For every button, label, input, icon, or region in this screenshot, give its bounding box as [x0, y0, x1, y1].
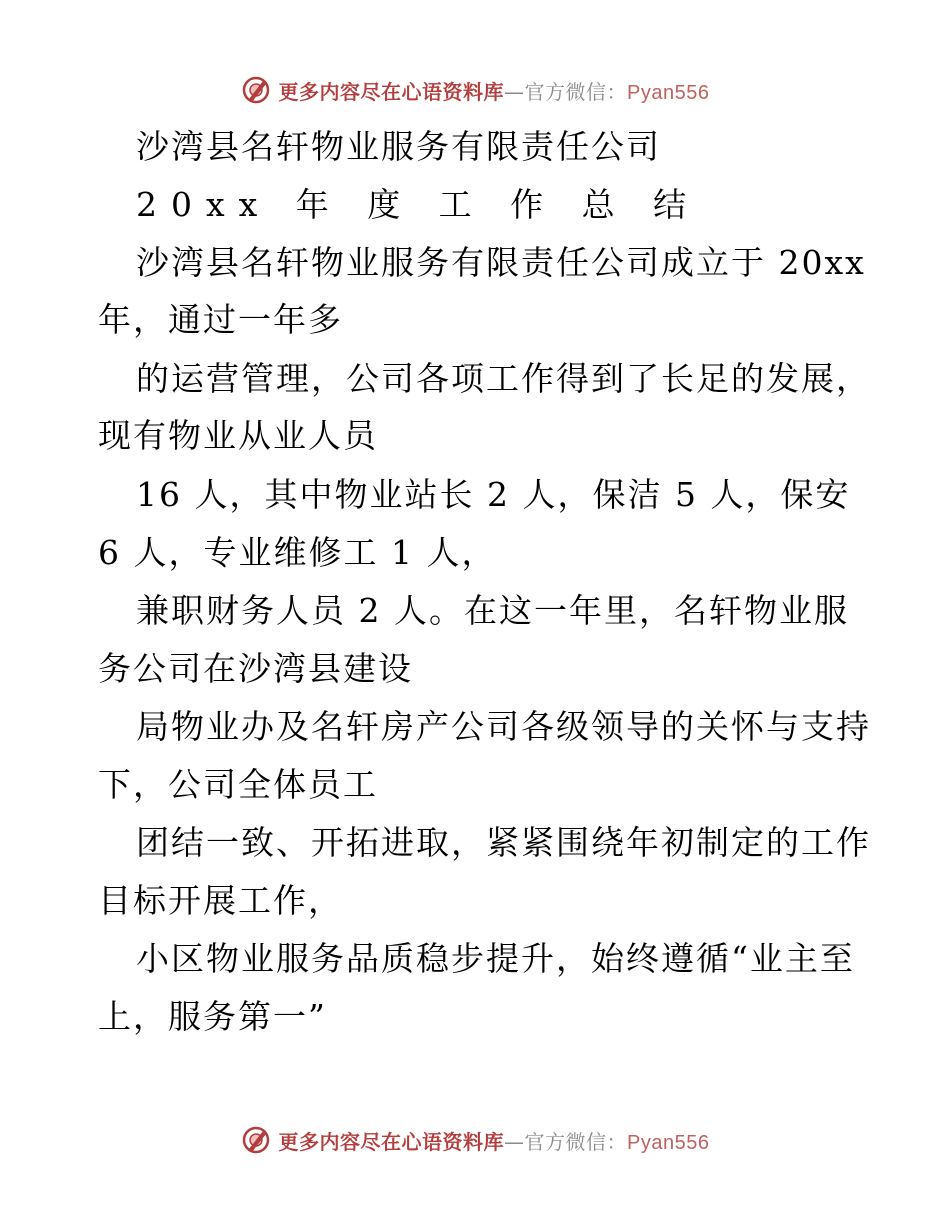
paragraph-line: 目标开展工作， — [98, 881, 343, 920]
paragraph-line: 兼职财务人员 2 人。在这一年里，名轩物业服 — [136, 591, 849, 630]
document-title: 沙湾县名轩物业服务有限责任公司 — [136, 127, 661, 166]
footer-watermark — [0, 1120, 950, 1160]
document-subtitle: 20xx 年 度 工 作 总 结 — [136, 185, 701, 224]
paragraph-line: 6 人，专业维修工 1 人， — [98, 533, 497, 572]
paragraph-line: 现有物业从业人员 — [98, 416, 378, 455]
paragraph-line: 小区物业服务品质稳步提升，始终遵循“业主至 — [136, 939, 855, 978]
paragraph-line: 上，服务第一” — [98, 997, 327, 1036]
watermark-account-text: Pyan556 — [627, 81, 710, 104]
paragraph-line: 局物业办及名轩房产公司各级领导的关怀与支持 — [136, 707, 871, 746]
paragraph-line: 年，通过一年多 — [98, 300, 343, 339]
paragraph-line: 团结一致、开拓进取，紧紧围绕年初制定的工作 — [136, 823, 871, 862]
paragraph-line: 下，公司全体员工 — [98, 765, 378, 804]
pen-logo-icon — [241, 75, 271, 105]
paragraph-line: 16 人，其中物业站长 2 人，保洁 5 人，保安 — [136, 475, 851, 514]
paragraph-line: 沙湾县名轩物业服务有限责任公司成立于 20xx — [136, 243, 866, 282]
watermark-account-text: Pyan556 — [627, 1131, 710, 1154]
paragraph-line: 的运营管理，公司各项工作得到了长足的发展， — [136, 359, 871, 398]
watermark-site-text: 更多内容尽在心语资料库 — [278, 79, 505, 104]
pen-logo-icon — [241, 1125, 271, 1155]
watermark-label-text: —官方微信： — [504, 1129, 628, 1154]
watermark-site-text: 更多内容尽在心语资料库 — [278, 1129, 505, 1154]
header-watermark — [0, 70, 950, 110]
paragraph-line: 务公司在沙湾县建设 — [98, 649, 413, 688]
watermark-label-text: —官方微信： — [504, 79, 628, 104]
